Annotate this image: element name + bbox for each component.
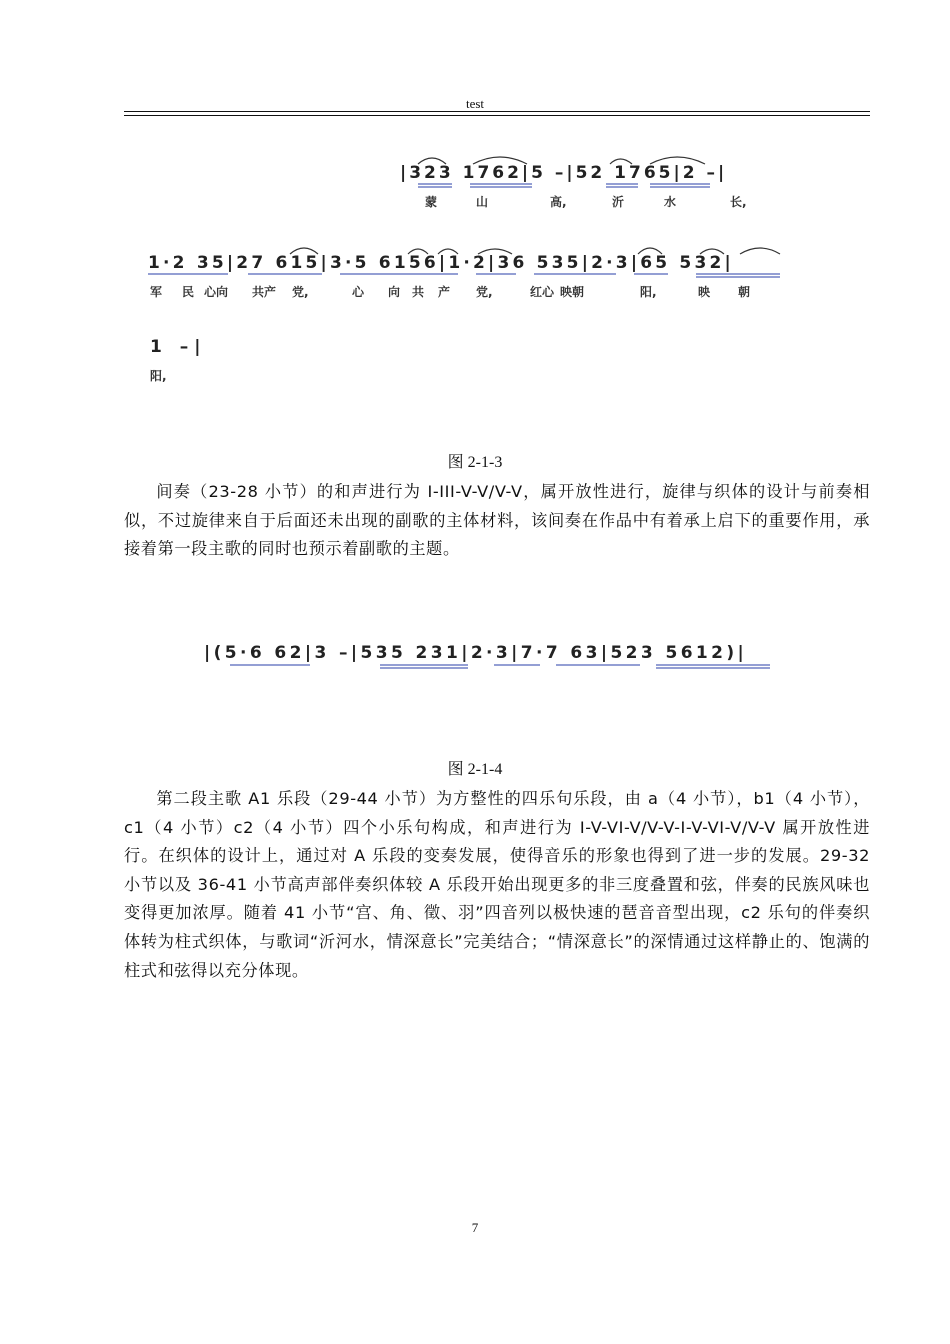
lyric: 心向 xyxy=(204,285,229,299)
lyric: 红心 xyxy=(530,285,555,299)
lyric: 朝 xyxy=(738,285,751,299)
jianpu-score-image xyxy=(140,150,820,390)
score-row-1-notes: |323 1762|5 –|52 1765|2 –| xyxy=(400,163,728,183)
slur-11 xyxy=(740,248,780,254)
score-row-1 xyxy=(400,157,747,209)
lyric: 长, xyxy=(730,195,747,209)
figure-caption-2-1-3: 图 2-1-3 xyxy=(447,454,503,471)
score-row-2-notes: 1·2 35|27 615|3·5 6156|1·2|36 535|2·3|65 532| xyxy=(148,253,734,273)
figure-caption-2-1-4: 图 2-1-4 xyxy=(447,761,503,778)
lyric: 产 xyxy=(438,285,451,299)
jianpu-score-image xyxy=(200,634,810,674)
lyric: 水 xyxy=(664,195,677,209)
page-header: test xyxy=(465,96,485,111)
lyric: 山 xyxy=(476,195,489,209)
lyric: 向 xyxy=(388,285,401,299)
header-rule xyxy=(124,111,870,112)
lyric: 阳, xyxy=(640,285,657,299)
score-row-notes: |(5·6 62|3 –|535 231|2·3|7·7 63|523 5612)| xyxy=(204,643,748,663)
lyric: 高, xyxy=(550,195,567,209)
lyric: 映 xyxy=(698,285,711,299)
score-row-3-notes: 1 –| xyxy=(150,337,207,357)
lyric: 党, xyxy=(292,285,309,299)
header-rule-thin xyxy=(124,115,870,116)
score-row-2 xyxy=(148,248,780,299)
score-figure-2-1-3 xyxy=(140,150,820,390)
lyric: 阳, xyxy=(150,369,167,383)
page-number: 7 xyxy=(471,1220,479,1235)
lyric: 党, xyxy=(476,285,493,299)
score-row-3 xyxy=(150,337,206,383)
score-figure-2-1-4 xyxy=(200,634,810,674)
lyric: 蒙 xyxy=(425,195,438,209)
lyric: 共产 xyxy=(252,285,277,299)
lyric: 共 xyxy=(412,285,425,299)
lyric: 沂 xyxy=(612,195,625,209)
lyric: 民 xyxy=(182,285,195,299)
paragraph-interlude: 间奏（23-28 小节）的和声进行为 I-III-V-V/V-V，属开放性进行，旋律与织体的设计与前奏相似，不过旋律来自于后面还未出现的副歌的主体材料，该间奏在作品中有着承上启下的重要作用，承接着第一段主歌的同时也预示着副歌的主题。 xyxy=(124,482,870,559)
lyric: 映朝 xyxy=(560,285,585,299)
lyric: 心 xyxy=(352,285,365,299)
paragraph-verse-a1: 第二段主歌 A1 乐段（29-44 小节）为方整性的四乐句乐段，由 a（4 小节），b1（4 小节），c1（4 小节）c2（4 小节）四个小乐句构成，和声进行为 I-V-VI-V/V-V-I-V-VI-V/V-V 属开放性进行。在织体的设计上，通过对 A 乐段的变奏发展，使得音乐的形象也得到了进一步的发展。29-32 小节以及 36-41 小节高声部伴奏织体较 A 乐段开始出现更多的非三度叠置和弦，伴奏的民族风味也变得更加浓厚。随着 41 小节“宫、角、徵、羽”四音列以极快速的琶音音型出现，c2 乐句的伴奏织体转为柱式织体，与歌词“沂河水，情深意长”完美结合；“情深意长”的深情通过这样静止的、饱满的柱式和弦得以充分体现。 xyxy=(124,789,870,980)
lyric: 军 xyxy=(150,285,163,299)
